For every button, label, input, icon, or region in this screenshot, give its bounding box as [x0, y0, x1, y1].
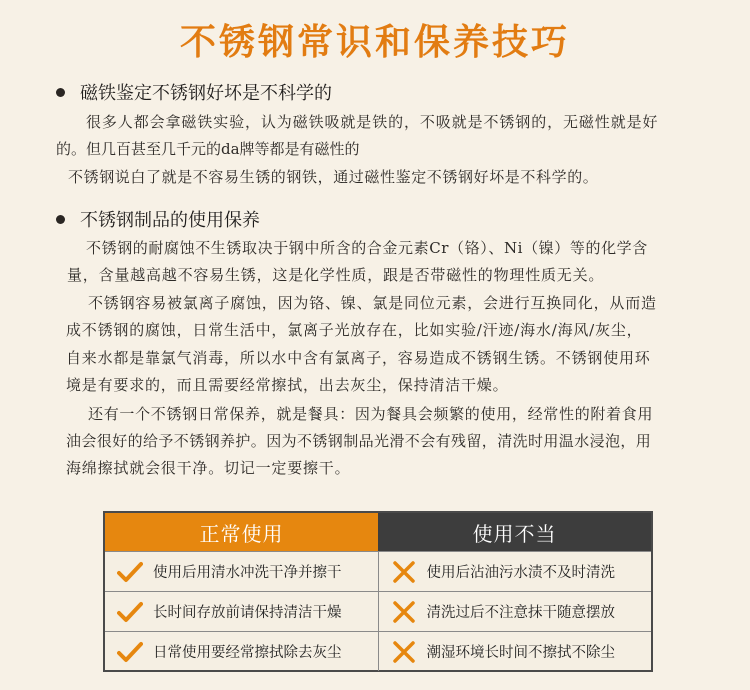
- correct-use-text: 使用后用清水冲洗干净并擦干: [153, 565, 342, 581]
- paragraph-line: 境是有要求的，而且需要经常擦拭，出去灰尘，保持清洁干燥。: [66, 376, 509, 394]
- paragraph-line: 不锈钢的耐腐蚀不生锈取决于钢中所含的合金元素Cr（铬）、Ni（镍）等的化学含: [86, 239, 648, 257]
- page-title: 不锈钢常识和保养技巧: [179, 22, 570, 63]
- improper-use-text: 清洗过后不注意抹干随意摆放: [426, 605, 615, 621]
- bullet-icon: [56, 215, 65, 224]
- correct-use-cell: [105, 632, 379, 671]
- improper-use-cell: [379, 552, 652, 591]
- paragraph-line: 自来水都是靠氯气消毒，所以水中含有氯离子，容易造成不锈钢生锈。不锈钢使用环: [66, 349, 651, 367]
- paragraph-line: 海绵擦拭就会很干净。切记一定要擦干。: [66, 459, 351, 477]
- paragraph-line: 油会很好的给予不锈钢养护。因为不锈钢制品光滑不会有残留，清洗时用温水浸泡，用: [66, 432, 652, 450]
- paragraph-line: 的。但几百甚至几千元的da牌等都是有磁性的: [56, 140, 360, 158]
- improper-use-text: 潮湿环境长时间不擦拭不除尘: [426, 645, 615, 661]
- correct-use-header: 正常使用: [105, 513, 378, 551]
- cross-icon: [391, 601, 417, 623]
- correct-use-text: 长时间存放前请保持清洁干燥: [153, 605, 342, 621]
- table-row: [105, 591, 651, 631]
- cross-icon: [391, 641, 417, 663]
- cross-icon: [391, 561, 417, 583]
- improper-use-header: 使用不当: [378, 513, 651, 551]
- improper-use-text: 使用后沾油污水渍不及时清洗: [426, 565, 615, 581]
- paragraph-line: 成不锈钢的腐蚀，日常生活中，氯离子光放存在，比如实验/汗迹/海水/海风/灰尘，: [66, 321, 643, 339]
- paragraph-line: 不锈钢说白了就是不容易生锈的钢铁，通过磁性鉴定不锈钢好坏是不科学的。: [68, 168, 599, 186]
- table-row: [105, 631, 651, 671]
- check-icon: [117, 601, 143, 623]
- improper-use-cell: [379, 632, 652, 671]
- correct-use-text: 日常使用要经常擦拭除去灰尘: [153, 645, 342, 661]
- section-heading-magnet: [56, 79, 332, 105]
- paragraph-line: 还有一个不锈钢日常保养，就是餐具：因为餐具会频繁的使用，经常性的附着食用: [88, 405, 654, 423]
- paragraph-line: 量，含量越高越不容易生锈，这是化学性质，跟是否带磁性的物理性质无关。: [67, 266, 605, 284]
- bullet-icon: [56, 88, 65, 97]
- paragraph-line: 不锈钢容易被氯离子腐蚀，因为铬、镍、氯是同位元素，会进行互换同化，从而造: [88, 294, 657, 312]
- usage-comparison-table: [103, 511, 653, 672]
- table-row: [105, 551, 651, 591]
- improper-use-cell: [379, 592, 652, 631]
- check-icon: [117, 561, 143, 583]
- section-heading-text: 磁铁鉴定不锈钢好坏是不科学的: [80, 83, 332, 104]
- table-header-row: [105, 513, 651, 551]
- paragraph-line: 很多人都会拿磁铁实验，认为磁铁吸就是铁的，不吸就是不锈钢的，无磁性就是好: [86, 113, 659, 131]
- section-heading-text: 不锈钢制品的使用保养: [80, 210, 260, 231]
- correct-use-cell: [105, 552, 379, 591]
- correct-use-cell: [105, 592, 379, 631]
- check-icon: [117, 641, 143, 663]
- section-heading-care: [56, 206, 260, 232]
